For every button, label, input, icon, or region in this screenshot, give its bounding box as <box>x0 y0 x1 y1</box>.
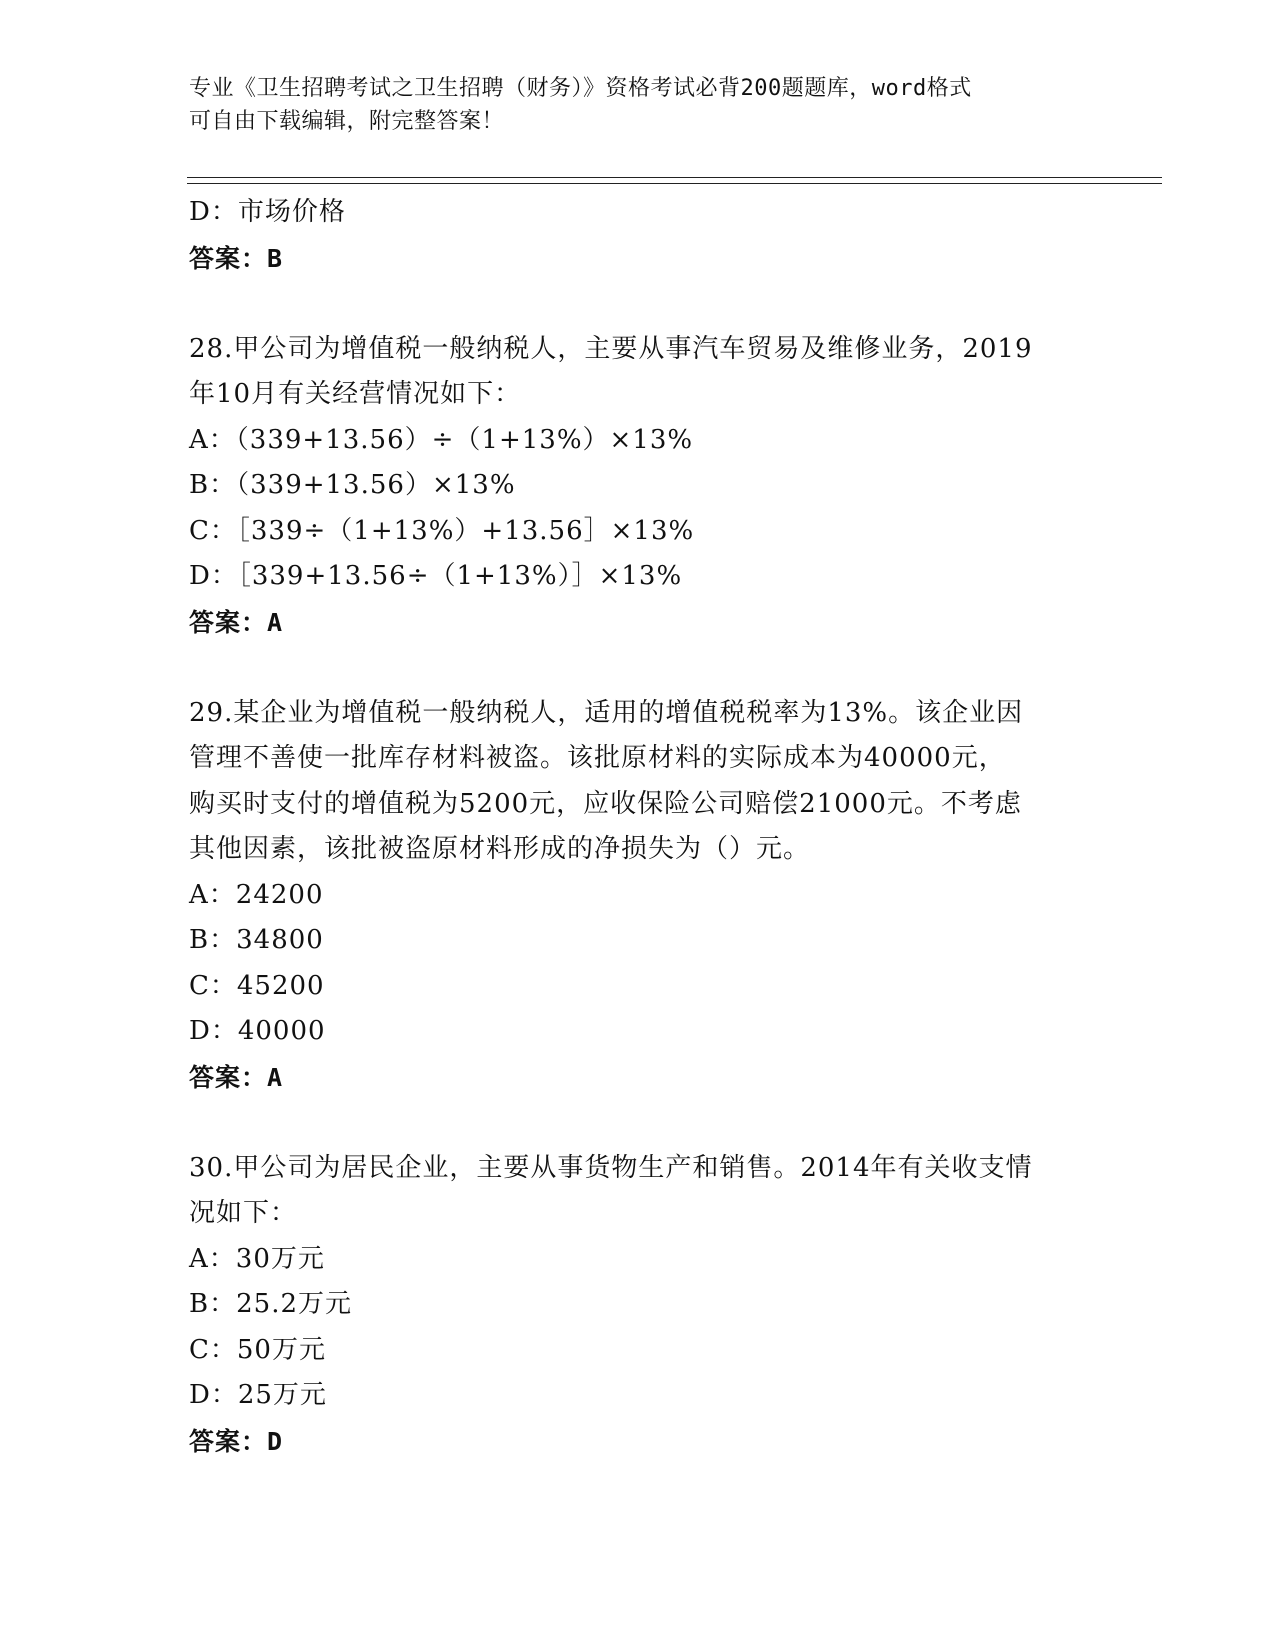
question-27-tail <box>189 190 1089 281</box>
question-30 <box>189 1146 1089 1465</box>
option-b: B：34800 <box>189 925 324 955</box>
question-stem: 管理不善使一批库存材料被盗。该批原材料的实际成本为40000元， <box>189 743 1006 773</box>
question-stem: 购买时支付的增值税为5200元，应收保险公司赔偿21000元。不考虑 <box>189 788 1022 819</box>
question-29 <box>189 691 1089 1101</box>
spacer <box>189 1100 1089 1146</box>
answer-line: 答案：A <box>189 607 284 637</box>
option-a: A：24200 <box>189 879 324 910</box>
question-stem: 30.甲公司为居民企业，主要从事货物生产和销售。2014年有关收支情 <box>189 1152 1033 1183</box>
question-stem: 况如下： <box>189 1198 298 1228</box>
page-header <box>189 72 1109 138</box>
answer-line: 答案：A <box>189 1062 284 1092</box>
option-c: C：45200 <box>189 970 325 1001</box>
option-c: C：50万元 <box>189 1334 326 1365</box>
spacer <box>189 645 1089 691</box>
option-a: A：30万元 <box>189 1243 325 1274</box>
option-d: D：［339+13.56÷（1+13%）］×13% <box>189 561 683 591</box>
option-b: B：（339+13.56）×13% <box>189 470 516 500</box>
spacer <box>189 281 1089 327</box>
option-d: D：25万元 <box>189 1380 327 1410</box>
header-divider-top <box>187 177 1162 178</box>
question-stem: 年10月有关经营情况如下： <box>189 379 522 409</box>
header-divider-bottom <box>187 183 1162 184</box>
option-d: D：40000 <box>189 1016 326 1046</box>
option-a: A：（339+13.56）÷（1+13%）×13% <box>189 424 694 455</box>
header-title-line-2: 可自由下载编辑，附完整答案！ <box>189 109 505 134</box>
question-stem: 28.甲公司为增值税一般纳税人，主要从事汽车贸易及维修业务，2019 <box>189 333 1033 364</box>
answer-line: 答案：D <box>189 1426 284 1456</box>
option-b: B：25.2万元 <box>189 1289 352 1319</box>
option-c: C：［339÷（1+13%）+13.56］×13% <box>189 515 695 546</box>
answer-line: 答案：B <box>189 243 284 273</box>
header-title-line-1: 专业《卫生招聘考试之卫生招聘（财务）》资格考试必背200题题库，word格式 <box>189 76 972 101</box>
option-d: D：市场价格 <box>189 197 346 227</box>
question-list <box>189 190 1089 1464</box>
question-28 <box>189 327 1089 646</box>
question-stem: 其他因素，该批被盗原材料形成的净损失为（）元。 <box>189 834 811 864</box>
question-stem: 29.某企业为增值税一般纳税人，适用的增值税税率为13%。该企业因 <box>189 697 1024 728</box>
